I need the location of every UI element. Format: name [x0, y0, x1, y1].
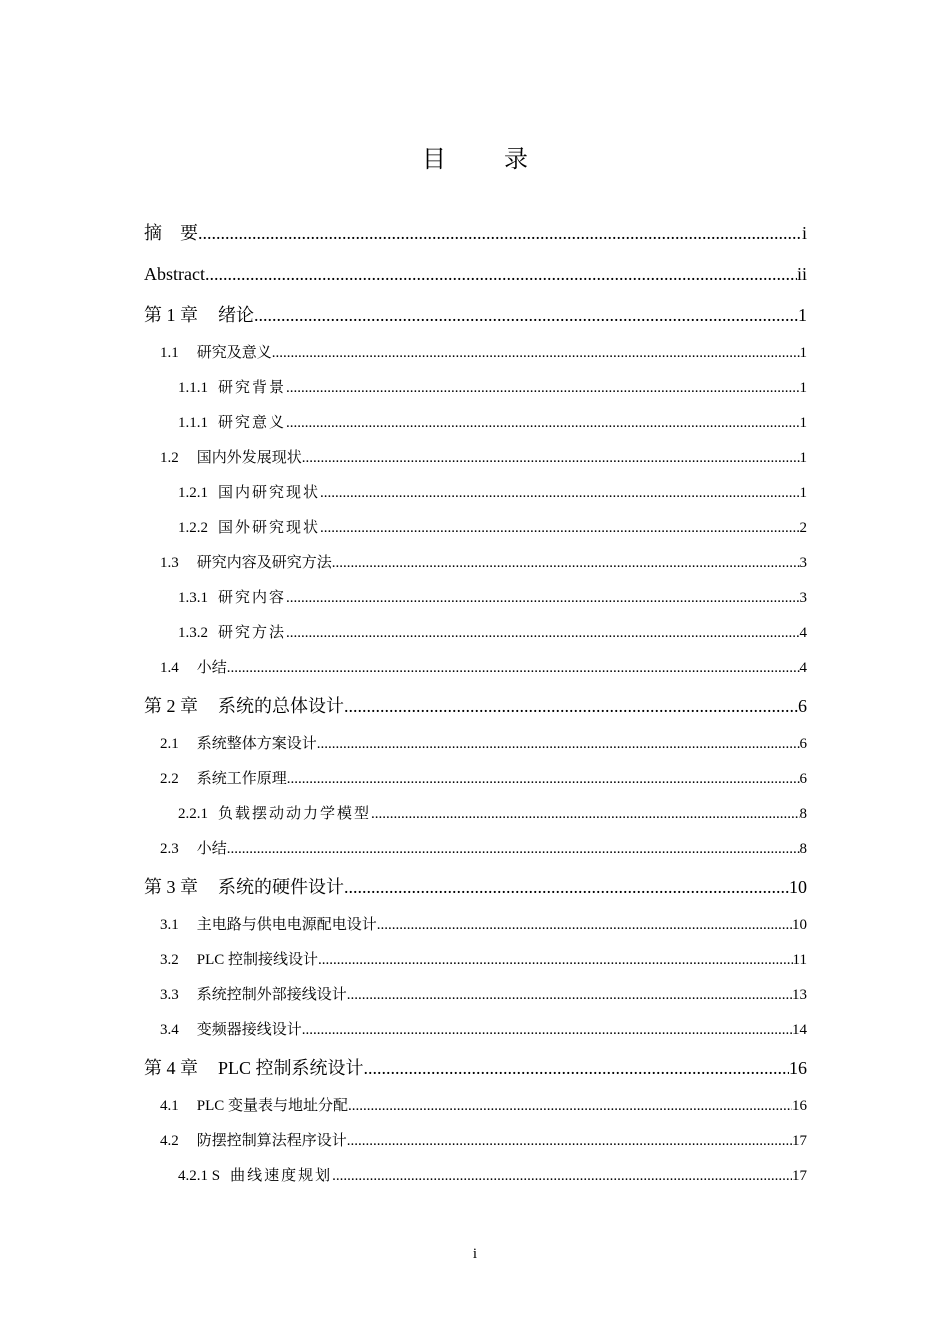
toc-dot-leader	[318, 943, 793, 978]
toc-dot-leader	[286, 371, 799, 406]
toc-dot-leader	[286, 406, 799, 441]
toc-entry-page: 13	[792, 987, 807, 1003]
toc-entry-page: 10	[792, 917, 807, 933]
toc-entry-label: PLC 控制系统设计	[218, 1058, 364, 1078]
toc-entry-page: 2	[799, 520, 807, 536]
toc-entry-number: 2.1	[160, 736, 179, 752]
toc-entry-number: 3.4	[160, 1022, 179, 1038]
toc-dot-leader	[286, 581, 799, 616]
toc-dot-leader	[320, 511, 799, 546]
page-number: i	[472, 1246, 478, 1262]
toc-entry-label: 系统的硬件设计	[218, 877, 344, 897]
toc-entry-number: 1.1.1	[178, 415, 208, 431]
toc-dot-leader	[347, 978, 792, 1013]
toc-entry-number: 1.2	[160, 450, 179, 466]
toc-entry-label: 国内外发展现状	[196, 450, 302, 466]
toc-entry-page: 6	[798, 696, 807, 716]
toc-dot-leader	[377, 908, 792, 943]
toc-entry-number: 3.2	[160, 952, 179, 968]
toc-dot-leader	[302, 1013, 792, 1048]
toc-entry[interactable]	[144, 546, 807, 581]
toc-dot-leader	[254, 295, 798, 336]
toc-entry-number: 1.3.2	[178, 625, 208, 641]
toc-entry[interactable]	[144, 1048, 807, 1089]
toc-entry-label: 系统工作原理	[196, 771, 287, 787]
toc-entry-page: 10	[789, 877, 807, 897]
toc-entry-number: 第 1 章	[144, 305, 198, 325]
toc-entry-page: 4	[799, 660, 807, 676]
toc-entry-page: 8	[799, 841, 807, 857]
toc-dot-leader	[320, 476, 799, 511]
toc-dot-leader	[348, 1089, 792, 1124]
toc-entry-page: 11	[792, 952, 807, 968]
toc-entry-page: 6	[799, 771, 807, 787]
toc-dot-leader	[286, 616, 799, 651]
toc-entry[interactable]	[144, 762, 807, 797]
toc-entry-label: 变频器接线设计	[196, 1022, 302, 1038]
toc-entry-number: 第 2 章	[144, 696, 198, 716]
toc-dot-leader	[272, 336, 800, 371]
toc-dot-leader	[344, 867, 789, 908]
toc-dot-leader	[332, 546, 800, 581]
toc-entry-page: 6	[799, 736, 807, 752]
toc-entry-page: 1	[799, 345, 807, 361]
toc-entry[interactable]	[144, 616, 807, 651]
toc-entry-number: 1.2.2	[178, 520, 208, 536]
toc-entry[interactable]	[144, 978, 807, 1013]
toc-dot-leader	[371, 797, 799, 832]
toc-entry-page: 17	[792, 1168, 807, 1184]
toc-entry[interactable]	[144, 832, 807, 867]
table-of-contents	[144, 213, 807, 1194]
toc-title: 目 录	[422, 147, 554, 173]
toc-entry-number: 4.1	[160, 1098, 179, 1114]
toc-entry-page: 3	[799, 555, 807, 571]
toc-entry[interactable]	[144, 1124, 807, 1159]
toc-entry-label: 研究内容	[218, 590, 287, 606]
toc-entry-label: 系统的总体设计	[218, 696, 344, 716]
toc-entry-page: 14	[792, 1022, 807, 1038]
toc-entry-label: 系统控制外部接线设计	[196, 987, 347, 1003]
toc-entry-number: 1.1	[160, 345, 179, 361]
toc-entry[interactable]	[144, 1159, 807, 1194]
toc-entry-label: 小结	[196, 841, 227, 857]
toc-entry[interactable]	[144, 441, 807, 476]
toc-entry-number: 4.2	[160, 1133, 179, 1149]
toc-entry[interactable]	[144, 867, 807, 908]
toc-dot-leader	[347, 1124, 792, 1159]
toc-entry[interactable]	[144, 213, 807, 254]
toc-dot-leader	[302, 441, 800, 476]
toc-entry[interactable]	[144, 943, 807, 978]
toc-entry-number: 2.3	[160, 841, 179, 857]
toc-entry-number: 1.4	[160, 660, 179, 676]
toc-entry[interactable]	[144, 511, 807, 546]
toc-entry-label: 主电路与供电电源配电设计	[196, 917, 377, 933]
toc-entry-label: 研究及意义	[196, 345, 272, 361]
toc-entry-number: 3.3	[160, 987, 179, 1003]
toc-entry-label: 负载摆动动力学模型	[218, 806, 372, 822]
toc-entry-page: i	[801, 223, 807, 243]
toc-entry-label: 研究方法	[218, 625, 287, 641]
toc-entry-page: 16	[792, 1098, 807, 1114]
toc-entry[interactable]	[144, 295, 807, 336]
toc-entry-label: 国外研究现状	[218, 520, 321, 536]
toc-entry-label: 曲线速度规划	[230, 1168, 333, 1184]
toc-entry-page: 17	[792, 1133, 807, 1149]
toc-entry[interactable]	[144, 908, 807, 943]
toc-dot-leader	[317, 727, 800, 762]
toc-entry-label: 防摆控制算法程序设计	[196, 1133, 347, 1149]
toc-entry-label: 研究背景	[218, 380, 287, 396]
toc-entry[interactable]	[144, 406, 807, 441]
toc-entry[interactable]	[144, 371, 807, 406]
toc-entry-page: 1	[798, 305, 807, 325]
toc-entry[interactable]	[144, 336, 807, 371]
toc-entry-page: 1	[799, 380, 807, 396]
toc-entry[interactable]	[144, 686, 807, 727]
toc-entry-page: 1	[799, 450, 807, 466]
toc-dot-leader	[287, 762, 800, 797]
toc-dot-leader	[205, 254, 797, 295]
toc-entry-number: 1.1.1	[178, 380, 208, 396]
toc-entry-label: 摘 要	[144, 223, 198, 243]
toc-entry-number: 1.3.1	[178, 590, 208, 606]
toc-dot-leader	[332, 1159, 792, 1194]
toc-entry[interactable]	[144, 476, 807, 511]
toc-entry-label: 研究意义	[218, 415, 287, 431]
toc-dot-leader	[198, 213, 802, 254]
toc-entry[interactable]	[144, 651, 807, 686]
toc-entry-number: 1.3	[160, 555, 179, 571]
toc-entry-page: 8	[799, 806, 807, 822]
toc-entry-number: 第 4 章	[144, 1058, 198, 1078]
toc-entry-number: 第 3 章	[144, 877, 198, 897]
toc-entry[interactable]	[144, 581, 807, 616]
toc-entry[interactable]	[144, 797, 807, 832]
toc-entry-label: 小结	[196, 660, 227, 676]
toc-entry-page: 16	[789, 1058, 807, 1078]
toc-entry[interactable]	[144, 254, 807, 295]
toc-dot-leader	[344, 686, 798, 727]
toc-entry-label: 研究内容及研究方法	[196, 555, 332, 571]
toc-entry-label: 系统整体方案设计	[196, 736, 317, 752]
toc-entry-page: 1	[799, 485, 807, 501]
toc-entry-number: 2.2	[160, 771, 179, 787]
toc-entry-number: 2.2.1	[178, 806, 208, 822]
toc-entry-label: 绪论	[218, 305, 254, 325]
toc-entry-page: 1	[799, 415, 807, 431]
toc-entry-page: ii	[796, 264, 807, 284]
toc-entry-page: 3	[799, 590, 807, 606]
toc-entry-label: PLC 控制接线设计	[196, 952, 319, 968]
toc-entry[interactable]	[144, 1089, 807, 1124]
toc-entry-label: 国内研究现状	[218, 485, 321, 501]
toc-entry-number: 1.2.1	[178, 485, 208, 501]
toc-dot-leader	[227, 832, 800, 867]
toc-entry[interactable]	[144, 1013, 807, 1048]
toc-entry-label: PLC 变量表与地址分配	[196, 1098, 349, 1114]
toc-entry-number: 4.2.1 S	[178, 1168, 221, 1184]
toc-entry-label: Abstract	[144, 264, 205, 284]
toc-entry[interactable]	[144, 727, 807, 762]
toc-entry-number: 3.1	[160, 917, 179, 933]
toc-entry-page: 4	[799, 625, 807, 641]
toc-dot-leader	[364, 1048, 789, 1089]
toc-dot-leader	[227, 651, 800, 686]
